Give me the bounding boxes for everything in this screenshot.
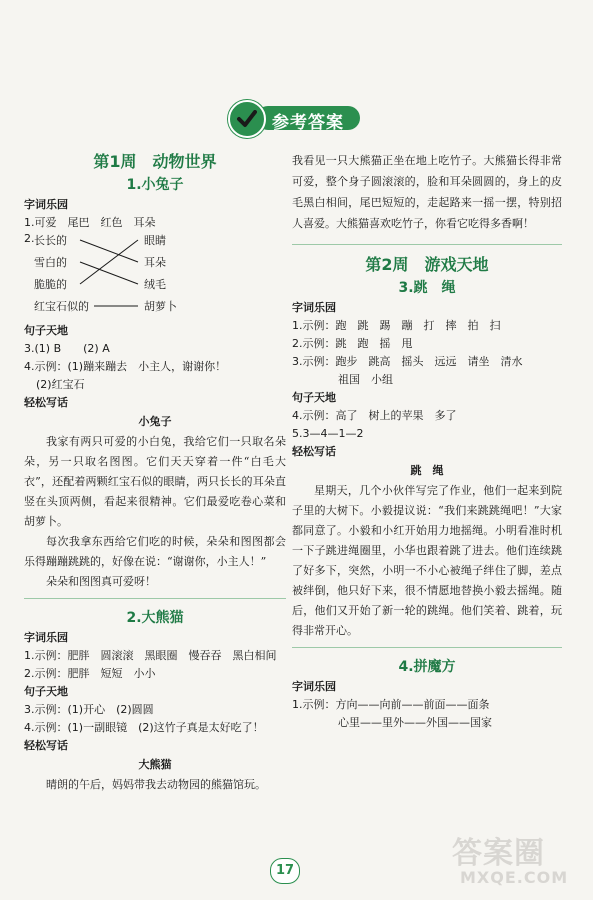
answer-line: 1.可爱 尾巴 红色 耳朵 (24, 216, 156, 229)
week-title: 第2周 游戏天地 (365, 255, 489, 274)
lesson-title: 2.大熊猫 (126, 610, 184, 626)
match-right: 眼睛 (144, 234, 166, 247)
section-heading: 句子天地 (24, 685, 68, 698)
essay-title: 跳 绳 (410, 464, 444, 477)
section-heading: 字词乐园 (24, 631, 68, 644)
answer-line: 4.示例：(1)蹦来蹦去 小主人，谢谢你！ (24, 360, 227, 373)
answer-line: 4.示例：高了 树上的苹果 多了 (292, 409, 457, 422)
match-right: 绒毛 (144, 278, 166, 291)
match-left: 红宝石似的 (34, 300, 89, 313)
matching-exercise (24, 232, 286, 322)
check-icon (228, 100, 266, 138)
essay-paragraph: 每次我拿东西给它们吃的时候，朵朵和图图都会乐得蹦蹦跳跳的，好像在说：“谢谢你，小主人！” (24, 535, 286, 568)
divider (292, 244, 562, 245)
answer-line: 4.示例：(1)一副眼镜 (2)这竹子真是太好吃了！ (24, 721, 264, 734)
answer-line: 2. (24, 232, 35, 245)
section-heading: 轻松写话 (24, 739, 68, 752)
header-banner (228, 100, 360, 134)
essay-paragraph: 我家有两只可爱的小白兔，我给它们一只取名朵朵，另一只取名图图。它们天天穿着一件“白毛大衣”，还配着两颗红宝石似的眼睛，两只长长的耳朵直竖在头顶两侧，看起来很精神。它们最爱吃卷心菜和胡萝卜。 (24, 435, 286, 528)
essay-paragraph: 星期天，几个小伙伴写完了作业，他们一起来到院子里的大树下。小毅提议说：“我们来跳跳绳吧！”大家都同意了。小毅和小红开始用力地摇绳。小明看准时机一下子跳进绳圈里，小华也跟着跳了进去。他们连续跳了好多下，突然，小明一不小心被绳子绊住了脚，差点被绊倒，他只好下来，很不情愿地替换小毅去摇绳。随后，他们又开始了新一轮的跳绳。他们笑着、跳着，玩得非常开心。 (292, 484, 562, 637)
watermark-logo: 答案圈 (452, 836, 545, 871)
section-heading: 轻松写话 (292, 445, 336, 458)
page-title: 参考答案 (272, 113, 344, 133)
right-column (292, 150, 562, 732)
answer-line: 1.示例：肥胖 圆滚滚 黑眼圈 慢吞吞 黑白相间 (24, 649, 277, 662)
answer-line: 2.示例：肥胖 短短 小小 (24, 667, 156, 680)
divider (24, 598, 286, 599)
answer-line: (2)红宝石 (36, 378, 85, 391)
match-left: 长长的 (34, 234, 67, 247)
lesson-title: 1.小兔子 (126, 177, 184, 193)
section-heading: 句子天地 (24, 324, 68, 337)
essay-title: 大熊猫 (138, 758, 172, 771)
match-left: 雪白的 (34, 256, 67, 269)
page-number: 17 (270, 858, 300, 884)
lesson-title: 3.跳 绳 (398, 280, 456, 296)
lesson-title: 4.拼魔方 (398, 659, 456, 675)
section-heading: 句子天地 (292, 391, 336, 404)
section-heading: 字词乐园 (292, 680, 336, 693)
section-heading: 轻松写话 (24, 396, 68, 409)
answer-line: 1.示例：跑 跳 踢 蹦 打 摔 拍 扫 (292, 319, 501, 332)
essay-paragraph: 朵朵和图图真可爱呀！ (46, 575, 156, 588)
answer-line: 心里——里外——外国——国家 (338, 716, 492, 729)
answer-line: 3.示例：(1)开心 (2)圆圆 (24, 703, 154, 716)
watermark-url: MXQE.COM (460, 868, 569, 887)
divider (292, 647, 562, 648)
left-column (24, 150, 286, 795)
answer-line: 3.(1) B (2) A (24, 342, 110, 355)
essay-title: 小兔子 (138, 415, 172, 428)
answer-line: 5.3—4—1—2 (292, 427, 364, 440)
answer-line: 祖国 小组 (338, 373, 393, 386)
answer-line: 3.示例：跑步 跳高 摇头 远远 请坐 清水 (292, 355, 523, 368)
answer-line: 2.示例：跳 跑 摇 甩 (292, 337, 413, 350)
answer-line: 1.示例：方向——向前——前面——面条 (292, 698, 490, 711)
match-lines (24, 232, 154, 322)
section-heading: 字词乐园 (24, 198, 68, 211)
essay-paragraph: 晴朗的午后，妈妈带我去动物园的熊猫馆玩。 (46, 778, 266, 791)
week-title: 第1周 动物世界 (93, 152, 217, 171)
essay-paragraph: 我看见一只大熊猫正坐在地上吃竹子。大熊猫长得非常可爱，整个身子圆滚滚的，脸和耳朵圆圆的，身上的皮毛黑白相间，尾巴短短的，走起路来一摇一摆，特别招人喜爱。大熊猫喜欢吃竹子，你看它吃得多香啊！ (292, 154, 562, 230)
match-right: 胡萝卜 (144, 300, 177, 313)
section-heading: 字词乐园 (292, 301, 336, 314)
match-right: 耳朵 (144, 256, 166, 269)
match-left: 脆脆的 (34, 278, 67, 291)
